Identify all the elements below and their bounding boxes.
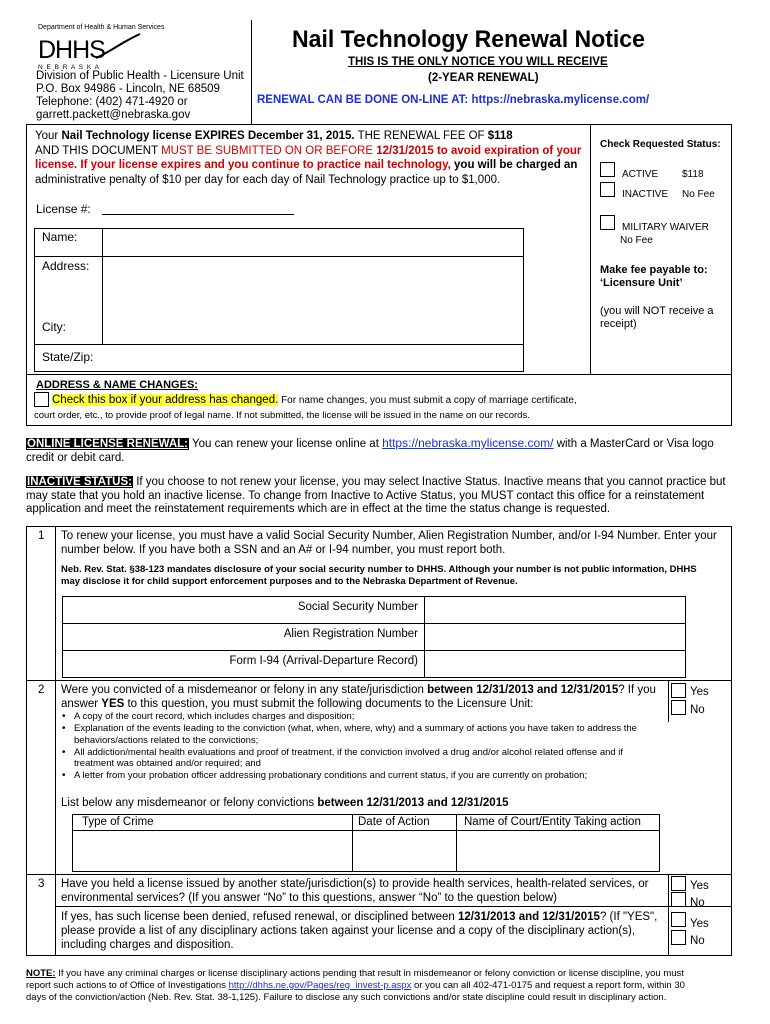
q2-no-label: No <box>690 704 705 716</box>
inactive-checkbox[interactable] <box>600 182 615 197</box>
agency-address <box>36 70 244 122</box>
address-changed-checkbox[interactable] <box>34 392 49 407</box>
address-label: Address: <box>42 259 90 273</box>
military-waiver-checkbox[interactable] <box>600 215 615 230</box>
q1-statute: Neb. Rev. Stat. §38-123 mandates disclosure of your social security number to DHHS. Although your number is not public information, DHHS may disclose it for child support enforcement purposes and to the Nebraska Department of Revenue. <box>61 564 697 587</box>
divider <box>26 374 732 375</box>
conviction-type-field[interactable] <box>73 831 351 871</box>
state-zip-field[interactable] <box>104 346 522 370</box>
address-line: P.O. Box 94986 - Lincoln, NE 68509 <box>36 83 220 95</box>
payable-line-2: ‘Licensure Unit’ <box>600 277 683 289</box>
q3-sub-text: If yes, has such license been denied, refused renewal, or disciplined between 12/31/2013 and 12/31/2015? (If "YES", please provide a list of any disciplinary actions taken against your license and a copy of the disciplinary action(s), including charges and disposition. <box>61 911 658 951</box>
alien-label: Alien Registration Number <box>283 628 418 640</box>
renewal-period: (2-YEAR RENEWAL) <box>428 72 539 84</box>
notice-text <box>35 129 587 187</box>
inactive-heading: INACTIVE STATUS: <box>27 476 132 488</box>
military-label: MILITARY WAIVER <box>622 222 709 233</box>
q3-sub-no-checkbox[interactable] <box>671 930 686 945</box>
address-field[interactable] <box>104 258 522 314</box>
online-renewal: ONLINE LICENSE RENEWAL: You can renew your license online at https://nebraska.mylicense.com/ with a MasterCard or Visa logo credit or debit card. <box>26 436 714 464</box>
i94-field[interactable] <box>426 651 684 677</box>
col-header-type: Type of Crime <box>82 816 154 828</box>
list-item: • Explanation of the events leading to the conviction (what, when, where, why) and a summary of actions you have taken to address the behaviors/actions related to the convictions; <box>60 723 660 746</box>
list-item: • A letter from your probation officer addressing probationary conditions and current status, if you are currently on probation; <box>60 770 660 782</box>
online-heading: ONLINE LICENSE RENEWAL: <box>27 438 189 450</box>
license-number-label: License #: <box>36 202 91 216</box>
question-number: 2 <box>38 684 45 696</box>
license-number-field[interactable] <box>102 214 294 215</box>
inactive-fee: No Fee <box>682 189 715 200</box>
page-title: Nail Technology Renewal Notice <box>292 26 645 53</box>
inactive-label: INACTIVE <box>622 189 669 200</box>
changes-heading: ADDRESS & NAME CHANGES: <box>36 379 198 391</box>
logo-text: DHHS <box>38 36 105 64</box>
notice-line: AND THIS DOCUMENT MUST BE SUBMITTED ON OR BEFORE 12/31/2015 to avoid expiration of your <box>35 144 582 157</box>
q3-no-label: No <box>690 897 705 909</box>
status-heading: Check Requested Status: <box>600 139 721 150</box>
investigations-link[interactable]: http://dhhs.ne.gov/Pages/reg_invest-p.aspx <box>228 980 412 991</box>
q3-text: Have you held a license issued by another state/jurisdiction(s) to provide health services, health-related services, or environmental services? (If you answer “No” to this questions, answer “No” to the question below) <box>61 878 649 904</box>
name-field[interactable] <box>104 229 522 255</box>
online-banner: RENEWAL CAN BE DONE ON-LINE AT: https://nebraska.mylicense.com/ <box>257 94 650 106</box>
active-label: ACTIVE <box>622 169 659 180</box>
alien-field[interactable] <box>426 624 684 649</box>
dept-name: Department of Health & Human Services <box>38 24 165 31</box>
conviction-date-field[interactable] <box>353 831 455 871</box>
q3-sub-no-label: No <box>690 935 705 947</box>
divider <box>590 124 591 374</box>
changes-line-2: court order, etc., to provide proof of legal name. If not submitted, the license will be issued in the name on our records. <box>34 410 530 421</box>
question-number: 3 <box>38 878 45 890</box>
city-field[interactable] <box>104 316 522 342</box>
q3-sub-yes-label: Yes <box>690 918 709 930</box>
receipt-line-2: receipt) <box>600 318 637 330</box>
city-label: City: <box>42 320 66 334</box>
notice-line: administrative penalty of $10 per day for each day of Nail Technology practice up to $1,000. <box>35 173 501 186</box>
address-line: Telephone: (402) 471-4920 or <box>36 96 188 108</box>
payable-line-1: Make fee payable to: <box>600 264 708 276</box>
logo-swoosh-icon <box>94 32 144 62</box>
q2-no-checkbox[interactable] <box>671 700 686 715</box>
address-line: garrett.packett@nebraska.gov <box>36 109 191 121</box>
q2-documents-list <box>60 711 660 782</box>
q3-yes-label: Yes <box>690 880 709 892</box>
col-header-date: Date of Action <box>358 816 430 828</box>
q2-list-instruction: List below any misdemeanor or felony convictions between 12/31/2013 and 12/31/2015 <box>61 797 509 809</box>
military-fee: No Fee <box>620 235 653 246</box>
q3-sub-yes-checkbox[interactable] <box>671 912 686 927</box>
only-notice: THIS IS THE ONLY NOTICE YOU WILL RECEIVE <box>348 56 608 68</box>
list-item: • A copy of the court record, which includes charges and disposition; <box>60 711 660 723</box>
q3-no-checkbox[interactable] <box>671 892 686 907</box>
active-checkbox[interactable] <box>600 162 615 177</box>
logo-state: N E B R A S K A <box>38 64 100 71</box>
question-number: 1 <box>38 530 45 542</box>
active-fee: $118 <box>682 169 704 180</box>
list-item: • All addiction/mental health evaluations and proof of treatment, if the conviction involved a drug and/or alcohol related offense and if treatment was obtained and/or required; and <box>60 747 660 770</box>
header-left <box>26 20 252 124</box>
mylicense-link[interactable]: https://nebraska.mylicense.com/ <box>382 436 554 450</box>
inactive-status: INACTIVE STATUS: If you choose to not renew your license, you may select Inactive Status. Inactive means that you cannot practice but may state that you hold an inactive license. To change from Inactive to Active Status, you MUST contact this office for a reinstatement application and meet the reinstatement requirements which are in effect at the time the status change is requested. <box>26 476 726 515</box>
q2-yes-label: Yes <box>690 686 709 698</box>
notice-line: license. If your license expires and you continue to practice nail technology, you will be charged an <box>35 159 578 171</box>
q1-text: To renew your license, you must have a valid Social Security Number, Alien Registration Number, and/or I-94 Number. Enter your number below. If you have both a SSN and an A# or I-94 number, you must report both. <box>61 530 717 556</box>
q2-yes-checkbox[interactable] <box>671 683 686 698</box>
i94-label: Form I-94 (Arrival-Departure Record) <box>229 655 418 667</box>
q2-text: Were you convicted of a misdemeanor or felony in any state/jurisdiction between 12/31/2013 and 12/31/2015? If you answer YES to this question, you must submit the following documents to the Licensure Unit: <box>61 684 656 710</box>
note-label: NOTE: <box>26 968 56 979</box>
col-header-court: Name of Court/Entity Taking action <box>464 816 641 828</box>
notice-line: Your Nail Technology license EXPIRES December 31, 2015. THE RENEWAL FEE OF $118 <box>35 130 513 142</box>
ssn-label: Social Security Number <box>297 601 418 613</box>
name-label: Name: <box>42 230 78 244</box>
conviction-court-field[interactable] <box>457 831 659 871</box>
address-line: Division of Public Health - Licensure Unit <box>36 70 244 82</box>
q3-yes-checkbox[interactable] <box>671 876 686 891</box>
address-changed-text: Check this box if your address has changed. <box>52 394 279 406</box>
changes-line-1: Check this box if your address has changed. For name changes, you must submit a copy of marriage certificate, <box>52 394 577 406</box>
footer-note: NOTE: If you have any criminal charges or license disciplinary actions pending that result in misdemeanor or felony conviction or license discipline, you must report such actions to of Office of Investigations http://dhhs.ne.gov/Pages/reg_invest-p.aspx or you can all 402-471-0175 and request a report form, within 30 days of the conviction/action (Neb. Rev. Stat. 38-1,125). Failure to disclose any such convictions and/or state discipline could result in disciplinary action. <box>26 968 685 1003</box>
receipt-line-1: (you will NOT receive a <box>600 305 714 317</box>
state-zip-label: State/Zip: <box>42 350 94 364</box>
ssn-field[interactable] <box>426 597 684 622</box>
